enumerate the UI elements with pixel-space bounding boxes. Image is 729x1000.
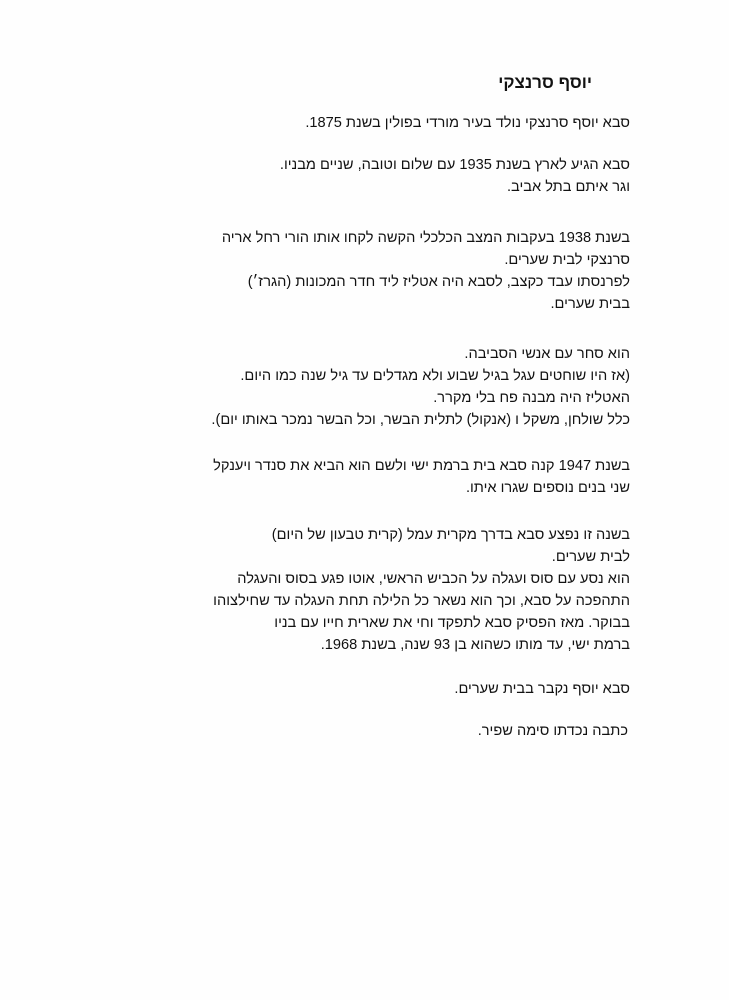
author-signature-line: [100, 720, 630, 742]
text-line: האטליז היה מבנה פח בלי מקרר.: [433, 390, 630, 406]
text-line: בשנת 1947 קנה סבא בית ברמת ישי ולשם הוא הביא את סנדר ויענקל: [213, 458, 630, 474]
text-line: סבא יוסף סרנצקי נולד בעיר מורדי בפולין בשנת 1875.: [305, 115, 630, 131]
text-line: בשנה זו נפצע סבא בדרך מקרית עמל (קרית טבעון של היום): [271, 527, 630, 543]
text-line: הוא נסע עם סוס ועגלה על הכביש הראשי, אוטו פגע בסוס והעגלה: [237, 571, 630, 587]
text-line: סבא הגיע לארץ בשנת 1935 עם שלום וטובה, שניים מבניו.: [279, 157, 630, 173]
paragraph-accident: [100, 524, 630, 656]
text-line: התהפכה על סבא, וכך הוא נשאר כל הלילה תחת העגלה עד שחילצוהו: [213, 593, 630, 609]
document-body: [100, 72, 630, 766]
document-title: יוסף סרנצקי: [498, 73, 592, 92]
text-line: בבוקר. מאז הפסיק סבא לתפקד וחי את שארית חייו עם בניו: [274, 615, 630, 631]
text-line: סרנצקי לבית שערים.: [504, 252, 630, 268]
text-line: לבית שערים.: [551, 549, 630, 565]
paragraph-birth: [100, 112, 630, 134]
text-line: כלל שולחן, משקל ו (אנקול) לתלית הבשר, וכל הבשר נמכר באותו יום).: [211, 412, 630, 428]
text-line: (אז היו שוחטים עגל בגיל שבוע ולא מגדלים עד גיל שנה כמו היום.: [240, 368, 630, 384]
paragraph-trade: [100, 343, 630, 431]
text-line: כתבה נכדתו סימה שפיר.: [477, 723, 628, 739]
paragraph-burial: [100, 678, 630, 700]
text-line: וגר איתם בתל אביב.: [507, 179, 630, 195]
text-line: שני בנים נוספים שגרו איתו.: [465, 480, 630, 496]
text-line: סבא יוסף נקבר בבית שערים.: [454, 681, 630, 697]
paragraph-ramat-yishai: [100, 455, 630, 499]
paragraph-beit-shearim: [100, 227, 630, 315]
paragraph-arrival: [100, 154, 630, 198]
text-line: בשנת 1938 בעקבות המצב הכלכלי הקשה לקחו אותו הורי רחל אריה: [221, 230, 630, 246]
text-line: ברמת ישי, עד מותו כשהוא בן 93 שנה, בשנת 1968.: [320, 637, 630, 653]
text-line: הוא סחר עם אנשי הסביבה.: [464, 346, 630, 362]
text-line: לפרנסתו עבד כקצב, לסבא היה אטליז ליד חדר המכונות (הגרז׳): [247, 274, 630, 290]
text-line: בבית שערים.: [550, 296, 630, 312]
